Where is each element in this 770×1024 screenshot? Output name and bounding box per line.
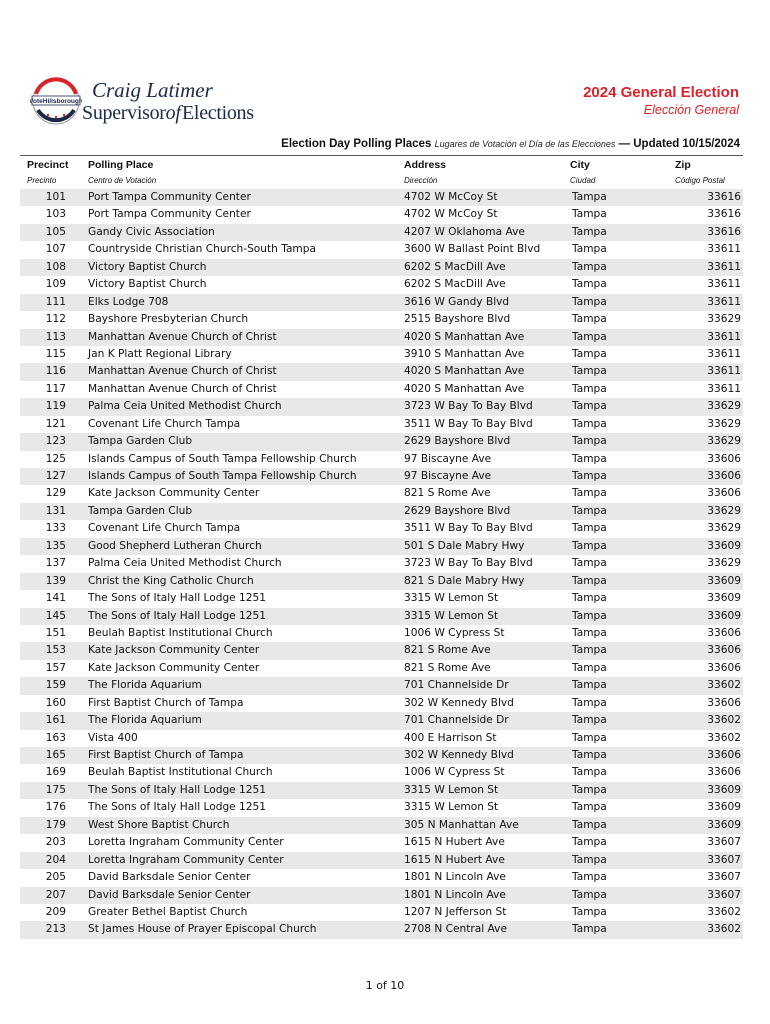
city-cell: Tampa [572, 905, 607, 918]
table-row [20, 485, 743, 502]
polling-place-cell: Manhattan Avenue Church of Christ [88, 365, 277, 378]
address-cell: 2629 Bayshore Blvd [404, 435, 511, 448]
city-cell: Tampa [572, 539, 607, 552]
zip-cell: 33609 [707, 801, 741, 814]
table-row [20, 346, 743, 363]
polling-place-cell: First Baptist Church of Tampa [88, 749, 244, 761]
polling-place-cell: Kate Jackson Community Center [88, 644, 260, 657]
zip-cell: 33606 [707, 696, 741, 709]
zip-cell: 33606 [707, 766, 741, 779]
city-cell: Tampa [572, 191, 607, 203]
city-cell: Tampa [572, 347, 607, 360]
city-cell: Tampa [572, 574, 607, 587]
city-cell: Tampa [572, 504, 607, 517]
polling-place-cell: Islands Campus of South Tampa Fellowship Church [88, 452, 357, 465]
address-cell: 4702 W McCoy St [404, 191, 498, 203]
precinct-cell: 115 [45, 347, 66, 360]
city-cell: Tampa [572, 382, 607, 395]
address-cell: 821 S Rome Ave [404, 487, 491, 500]
address-cell: 305 N Manhattan Ave [404, 818, 519, 831]
polling-place-cell: Elks Lodge 708 [88, 295, 169, 308]
polling-place-cell: The Sons of Italy Hall Lodge 1251 [88, 609, 267, 622]
zip-cell: 33611 [707, 260, 741, 273]
polling-place-cell: The Florida Aquarium [88, 679, 202, 692]
city-cell: Tampa [572, 626, 607, 639]
zip-cell: 33611 [707, 278, 741, 291]
address-cell: 3315 W Lemon St [404, 783, 499, 796]
zip-cell: 33607 [707, 853, 741, 866]
address-cell: 6202 S MacDill Ave [404, 260, 506, 273]
precinct-cell: 153 [45, 644, 66, 657]
city-cell: Tampa [572, 853, 607, 866]
address-cell: 6202 S MacDill Ave [404, 278, 506, 291]
precinct-cell: 125 [45, 452, 66, 465]
address-cell: 400 E Harrison St [404, 731, 497, 744]
zip-cell: 33606 [707, 470, 741, 482]
election-title: 2024 General Election [583, 84, 739, 101]
address-cell: 302 W Kennedy Blvd [404, 749, 514, 761]
election-subtitle: Elección General [643, 103, 739, 117]
precinct-cell: 205 [45, 871, 66, 884]
polling-place-cell: Victory Baptist Church [88, 278, 207, 291]
address-cell: 821 S Rome Ave [404, 644, 491, 657]
brand-name: Craig Latimer [92, 78, 213, 102]
polling-place-cell: Palma Ceia United Methodist Church [88, 400, 282, 413]
zip-cell: 33602 [707, 714, 741, 727]
precinct-cell: 157 [45, 661, 66, 674]
city-cell: Tampa [572, 609, 607, 622]
address-cell: 2708 N Central Ave [404, 923, 507, 936]
table-row [20, 730, 743, 747]
address-cell: 1006 W Cypress St [404, 626, 505, 639]
polling-place-cell: Loretta Ingraham Community Center [88, 853, 284, 866]
polling-place-cell: Vista 400 [88, 731, 138, 744]
table-row [20, 555, 743, 572]
col-city: City [570, 159, 590, 171]
table-row [20, 590, 743, 607]
precinct-cell: 169 [45, 766, 66, 779]
precinct-cell: 209 [45, 905, 66, 918]
city-cell: Tampa [572, 888, 607, 901]
city-cell: Tampa [572, 661, 607, 674]
table-row [20, 764, 743, 781]
precinct-cell: 133 [45, 522, 66, 535]
zip-cell: 33629 [707, 435, 741, 448]
city-cell: Tampa [572, 365, 607, 378]
address-cell: 4020 S Manhattan Ave [404, 382, 525, 395]
zip-cell: 33611 [707, 365, 741, 378]
zip-cell: 33629 [707, 522, 741, 535]
address-cell: 3910 S Manhattan Ave [404, 347, 525, 360]
address-cell: 3315 W Lemon St [404, 609, 499, 622]
zip-cell: 33606 [707, 644, 741, 657]
precinct-cell: 103 [45, 208, 66, 221]
precinct-cell: 117 [45, 382, 66, 395]
vote-hillsborough-seal [30, 76, 82, 126]
precinct-cell: 213 [45, 923, 66, 936]
polling-place-cell: Port Tampa Community Center [88, 208, 251, 221]
precinct-cell: 163 [45, 731, 66, 744]
city-cell: Tampa [572, 836, 607, 849]
address-cell: 4020 S Manhattan Ave [404, 330, 525, 343]
precinct-cell: 109 [45, 278, 66, 291]
precinct-cell: 165 [45, 749, 66, 761]
address-cell: 97 Biscayne Ave [404, 470, 492, 482]
city-cell: Tampa [572, 400, 607, 413]
precinct-cell: 101 [45, 191, 66, 203]
table-row [20, 642, 743, 659]
precinct-cell: 116 [45, 365, 66, 378]
zip-cell: 33609 [707, 539, 741, 552]
table-row [20, 712, 743, 729]
address-cell: 2515 Bayshore Blvd [404, 313, 511, 326]
col-zip-es: Código Postal [675, 176, 725, 185]
zip-cell: 33602 [707, 731, 741, 744]
table-row [20, 921, 743, 938]
city-cell: Tampa [572, 452, 607, 465]
zip-cell: 33602 [707, 923, 741, 936]
city-cell: Tampa [572, 731, 607, 744]
polling-place-cell: Countryside Christian Church-South Tampa [88, 243, 316, 256]
polling-place-cell: Gandy Civic Association [88, 225, 215, 238]
city-cell: Tampa [572, 417, 607, 430]
polling-place-cell: Manhattan Avenue Church of Christ [88, 330, 277, 343]
table-row [20, 398, 743, 415]
precinct-cell: 113 [45, 330, 66, 343]
zip-cell: 33606 [707, 452, 741, 465]
zip-cell: 33611 [707, 347, 741, 360]
city-cell: Tampa [572, 260, 607, 273]
table-row [20, 799, 743, 816]
precinct-cell: 207 [45, 888, 66, 901]
table-row [20, 520, 743, 537]
precinct-cell: 121 [45, 417, 66, 430]
zip-cell: 33616 [707, 225, 741, 238]
zip-cell: 33607 [707, 836, 741, 849]
address-cell: 501 S Dale Mabry Hwy [404, 539, 525, 552]
precinct-cell: 204 [45, 853, 66, 866]
polling-places-table [20, 189, 743, 939]
polling-place-cell: The Sons of Italy Hall Lodge 1251 [88, 801, 267, 814]
polling-place-cell: Covenant Life Church Tampa [88, 417, 241, 430]
city-cell: Tampa [572, 435, 607, 448]
table-row [20, 887, 743, 904]
table-row [20, 259, 743, 276]
precinct-cell: 145 [45, 609, 66, 622]
zip-cell: 33611 [707, 382, 741, 395]
zip-cell: 33609 [707, 818, 741, 831]
page-number: 1 of 10 [365, 979, 405, 992]
precinct-cell: 119 [45, 400, 66, 413]
places-title-spanish: Lugares de Votación el Día de las Elecciones [434, 139, 616, 149]
table-row [20, 747, 743, 764]
zip-cell: 33629 [707, 557, 741, 570]
city-cell: Tampa [572, 783, 607, 796]
precinct-cell: 129 [45, 487, 66, 500]
address-cell: 701 Channelside Dr [404, 679, 509, 692]
precinct-cell: 203 [45, 836, 66, 849]
city-cell: Tampa [572, 923, 607, 936]
city-cell: Tampa [572, 818, 607, 831]
col-address: Address [404, 159, 447, 171]
polling-place-cell: Beulah Baptist Institutional Church [88, 766, 273, 779]
precinct-cell: 127 [45, 470, 66, 482]
city-cell: Tampa [572, 557, 607, 570]
city-cell: Tampa [572, 801, 607, 814]
address-cell: 4702 W McCoy St [404, 208, 498, 221]
header-rule [20, 155, 743, 156]
brand-office: Supervisorof Elections [82, 102, 254, 124]
col-place-es: Centro de Votación [88, 176, 157, 185]
table-row [20, 834, 743, 851]
city-cell: Tampa [572, 522, 607, 535]
polling-place-cell: Bayshore Presbyterian Church [88, 313, 249, 326]
city-cell: Tampa [572, 644, 607, 657]
zip-cell: 33629 [707, 504, 741, 517]
address-cell: 302 W Kennedy Blvd [404, 696, 514, 709]
city-cell: Tampa [572, 243, 607, 256]
polling-place-cell: Greater Bethel Baptist Church [88, 905, 248, 918]
zip-cell: 33609 [707, 574, 741, 587]
precinct-cell: 131 [45, 504, 66, 517]
precinct-cell: 139 [45, 574, 66, 587]
table-row [20, 468, 743, 485]
address-cell: 3723 W Bay To Bay Blvd [404, 557, 533, 570]
city-cell: Tampa [572, 871, 607, 884]
precinct-cell: 112 [45, 313, 66, 326]
precinct-cell: 123 [45, 435, 66, 448]
polling-place-cell: Jan K Platt Regional Library [88, 347, 232, 360]
polling-place-cell: Kate Jackson Community Center [88, 661, 260, 674]
zip-cell: 33607 [707, 871, 741, 884]
zip-cell: 33609 [707, 609, 741, 622]
precinct-cell: 108 [45, 260, 66, 273]
address-cell: 1006 W Cypress St [404, 766, 505, 779]
address-cell: 3600 W Ballast Point Blvd [404, 243, 541, 256]
precinct-cell: 105 [45, 225, 66, 238]
table-row [20, 433, 743, 450]
precinct-cell: 159 [45, 679, 66, 692]
address-cell: 3723 W Bay To Bay Blvd [404, 400, 533, 413]
table-row [20, 189, 743, 206]
col-city-es: Ciudad [570, 176, 596, 185]
precinct-cell: 151 [45, 626, 66, 639]
table-row [20, 677, 743, 694]
address-cell: 3616 W Gandy Blvd [404, 295, 510, 308]
zip-cell: 33606 [707, 487, 741, 500]
table-row [20, 241, 743, 258]
updated-date: — Updated 10/15/2024 [618, 138, 740, 150]
table-row [20, 817, 743, 834]
zip-cell: 33606 [707, 626, 741, 639]
city-cell: Tampa [572, 295, 607, 308]
polling-place-cell: Christ the King Catholic Church [88, 574, 254, 587]
city-cell: Tampa [572, 487, 607, 500]
address-cell: 821 S Dale Mabry Hwy [404, 574, 525, 587]
address-cell: 701 Channelside Dr [404, 714, 509, 727]
polling-place-cell: First Baptist Church of Tampa [88, 696, 244, 709]
table-row [20, 381, 743, 398]
city-cell: Tampa [572, 749, 607, 761]
zip-cell: 33609 [707, 783, 741, 796]
table-row [20, 363, 743, 380]
address-cell: 1615 N Hubert Ave [404, 853, 505, 866]
city-cell: Tampa [572, 330, 607, 343]
city-cell: Tampa [572, 208, 607, 221]
table-row [20, 311, 743, 328]
table-row [20, 224, 743, 241]
address-cell: 821 S Rome Ave [404, 661, 491, 674]
table-row [20, 608, 743, 625]
table-row [20, 294, 743, 311]
precinct-cell: 137 [45, 557, 66, 570]
table-row [20, 625, 743, 642]
zip-cell: 33606 [707, 749, 741, 761]
city-cell: Tampa [572, 679, 607, 692]
col-place: Polling Place [88, 159, 154, 171]
table-row [20, 329, 743, 346]
precinct-cell: 161 [45, 714, 66, 727]
address-cell: 3315 W Lemon St [404, 801, 499, 814]
table-row [20, 538, 743, 555]
polling-place-cell: Islands Campus of South Tampa Fellowship Church [88, 470, 357, 482]
zip-cell: 33629 [707, 417, 741, 430]
polling-place-cell: Port Tampa Community Center [88, 191, 251, 203]
col-precinct: Precinct [27, 159, 69, 171]
zip-cell: 33611 [707, 330, 741, 343]
city-cell: Tampa [572, 470, 607, 482]
table-row [20, 451, 743, 468]
table-row [20, 782, 743, 799]
address-cell: 1801 N Lincoln Ave [404, 888, 506, 901]
precinct-cell: 141 [45, 592, 66, 605]
polling-place-cell: Beulah Baptist Institutional Church [88, 626, 273, 639]
address-cell: 97 Biscayne Ave [404, 452, 492, 465]
polling-place-cell: St James House of Prayer Episcopal Church [88, 923, 317, 936]
zip-cell: 33616 [707, 208, 741, 221]
zip-cell: 33606 [707, 661, 741, 674]
polling-place-cell: The Florida Aquarium [88, 714, 202, 727]
address-cell: 1207 N Jefferson St [404, 905, 507, 918]
zip-cell: 33629 [707, 400, 741, 413]
table-row [20, 503, 743, 520]
brand-wordmark [82, 80, 254, 125]
zip-cell: 33602 [707, 679, 741, 692]
table-row [20, 573, 743, 590]
city-cell: Tampa [572, 766, 607, 779]
table-row [20, 206, 743, 223]
table-row [20, 852, 743, 869]
city-cell: Tampa [572, 714, 607, 727]
zip-cell: 33611 [707, 243, 741, 256]
table-row [20, 416, 743, 433]
address-cell: 3315 W Lemon St [404, 592, 499, 605]
address-cell: 3511 W Bay To Bay Blvd [404, 522, 533, 535]
address-cell: 4207 W Oklahoma Ave [404, 225, 525, 238]
zip-cell: 33616 [707, 191, 741, 203]
polling-place-cell: Manhattan Avenue Church of Christ [88, 382, 277, 395]
polling-place-cell: Loretta Ingraham Community Center [88, 836, 284, 849]
svg-text:VoteHillsborough: VoteHillsborough [30, 98, 82, 105]
polling-place-cell: Kate Jackson Community Center [88, 487, 260, 500]
precinct-cell: 176 [45, 801, 66, 814]
places-title: Election Day Polling Places [281, 138, 432, 150]
precinct-cell: 107 [45, 243, 66, 256]
address-cell: 1615 N Hubert Ave [404, 836, 505, 849]
polling-place-cell: Palma Ceia United Methodist Church [88, 557, 282, 570]
address-cell: 1801 N Lincoln Ave [404, 871, 506, 884]
address-cell: 2629 Bayshore Blvd [404, 504, 511, 517]
col-address-es: Dirección [404, 176, 438, 185]
zip-cell: 33629 [707, 313, 741, 326]
city-cell: Tampa [572, 313, 607, 326]
document-title [20, 138, 740, 150]
zip-cell: 33611 [707, 295, 741, 308]
precinct-cell: 160 [45, 696, 66, 709]
city-cell: Tampa [572, 225, 607, 238]
polling-place-cell: Covenant Life Church Tampa [88, 522, 241, 535]
zip-cell: 33602 [707, 905, 741, 918]
col-zip: Zip [675, 159, 691, 171]
table-row [20, 276, 743, 293]
polling-place-cell: Victory Baptist Church [88, 260, 207, 273]
polling-place-cell: The Sons of Italy Hall Lodge 1251 [88, 592, 267, 605]
table-row [20, 695, 743, 712]
polling-place-cell: West Shore Baptist Church [88, 818, 230, 831]
table-row [20, 660, 743, 677]
table-row [20, 869, 743, 886]
city-cell: Tampa [572, 278, 607, 291]
polling-place-cell: David Barksdale Senior Center [88, 888, 251, 901]
precinct-cell: 135 [45, 539, 66, 552]
precinct-cell: 175 [45, 783, 66, 796]
polling-place-cell: David Barksdale Senior Center [88, 871, 251, 884]
col-precinct-es: Precinto [27, 176, 57, 185]
city-cell: Tampa [572, 696, 607, 709]
address-cell: 4020 S Manhattan Ave [404, 365, 525, 378]
precinct-cell: 179 [45, 818, 66, 831]
polling-place-cell: The Sons of Italy Hall Lodge 1251 [88, 783, 267, 796]
polling-place-cell: Good Shepherd Lutheran Church [88, 539, 262, 552]
polling-place-cell: Tampa Garden Club [88, 504, 193, 517]
polling-place-cell: Tampa Garden Club [88, 435, 193, 448]
precinct-cell: 111 [45, 295, 66, 308]
city-cell: Tampa [572, 592, 607, 605]
table-row [20, 904, 743, 921]
zip-cell: 33609 [707, 592, 741, 605]
address-cell: 3511 W Bay To Bay Blvd [404, 417, 533, 430]
zip-cell: 33607 [707, 888, 741, 901]
